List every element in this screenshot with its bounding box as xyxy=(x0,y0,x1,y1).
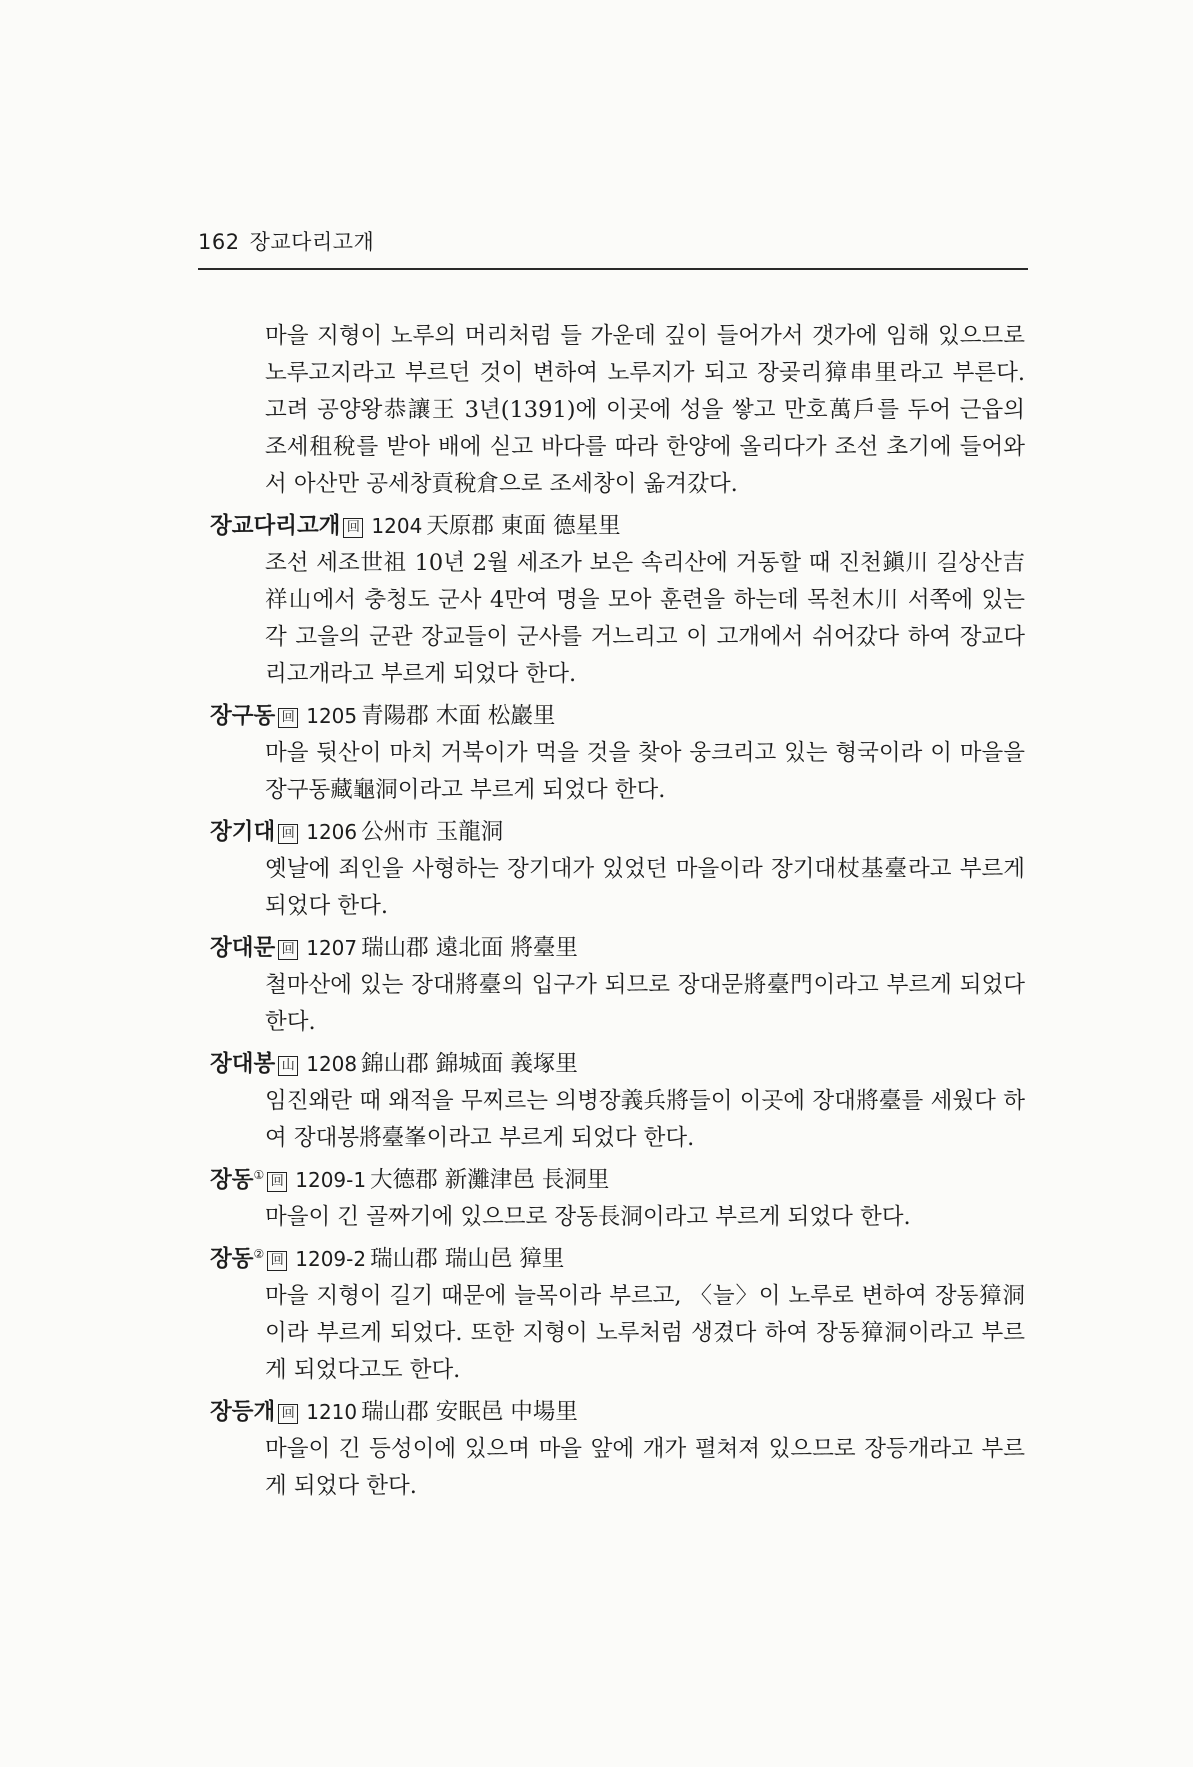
entry-code: 1204 xyxy=(371,514,423,538)
entry-code: 1210 xyxy=(306,1400,358,1424)
entry-text: 마을 뒷산이 마치 거북이가 먹을 것을 찾아 웅크리고 있는 형국이라 이 마을을 장구동藏龜洞이라고 부르게 되었다 한다. xyxy=(265,740,1025,803)
entry-term: 장등개 xyxy=(210,1399,276,1425)
page-number: 162 xyxy=(198,230,240,254)
entry xyxy=(210,693,1025,809)
entry-type-badge: 回 xyxy=(278,708,298,728)
entry-heading xyxy=(210,1157,1025,1199)
entry-text: 마을 지형이 길기 때문에 늘목이라 부르고, 〈늘〉이 노루로 변하여 장동獐洞이라 부르게 되었다. 또한 지형이 노루처럼 생겼다 하여 장동獐洞이라고 부르게 되었다고도 한다. xyxy=(265,1283,1025,1383)
entry-term: 장대봉 xyxy=(210,1051,276,1077)
entry-text: 철마산에 있는 장대將臺의 입구가 되므로 장대문將臺門이라고 부르게 되었다 한다. xyxy=(265,972,1025,1035)
entry-code: 1208 xyxy=(306,1052,358,1076)
running-title: 장교다리고개 xyxy=(249,230,375,254)
entry-text: 마을이 긴 등성이에 있으며 마을 앞에 개가 펼쳐져 있으므로 장등개라고 부르게 되었다 한다. xyxy=(265,1436,1025,1499)
entry-term: 장동 xyxy=(210,1246,254,1272)
entry-type-badge: 回 xyxy=(278,1404,298,1424)
entry-location: 瑞山郡 安眠邑 中場里 xyxy=(361,1399,578,1425)
entry-location: 大德郡 新灘津邑 長洞里 xyxy=(370,1167,610,1193)
entry-location: 公州市 玉龍洞 xyxy=(361,819,504,845)
entry-heading xyxy=(210,925,1025,967)
entry-text: 옛날에 죄인을 사형하는 장기대가 있었던 마을이라 장기대杖基臺라고 부르게 되었다 한다. xyxy=(265,856,1025,919)
entry-heading xyxy=(210,693,1025,735)
entry-term: 장구동 xyxy=(210,703,276,729)
entry-location: 天原郡 東面 德星里 xyxy=(426,513,621,539)
entry-location: 錦山郡 錦城面 義塚里 xyxy=(361,1051,578,1077)
entry-type-badge: 回 xyxy=(267,1172,287,1192)
entry-term: 장대문 xyxy=(210,935,276,961)
header-rule xyxy=(198,268,1028,270)
entry-heading xyxy=(210,1389,1025,1431)
entry-location: 瑞山郡 瑞山邑 獐里 xyxy=(370,1246,565,1272)
entry-code: 1205 xyxy=(306,704,358,728)
entry xyxy=(210,1157,1025,1236)
entry xyxy=(210,1041,1025,1157)
entry-text: 조선 세조世祖 10년 2월 세조가 보은 속리산에 거동할 때 진천鎭川 길상산吉祥山에서 충청도 군사 4만여 명을 모아 훈련을 하는데 목천木川 서쪽에 있는 각 고을의 군관 장교들이 군사를 거느리고 이 고개에서 쉬어갔다 하여 장교다리고개라고 부르게 되었다 한다. xyxy=(265,550,1025,687)
entry-text: 임진왜란 때 왜적을 무찌르는 의병장義兵將들이 이곳에 장대將臺를 세웠다 하여 장대봉將臺峯이라고 부르게 되었다 한다. xyxy=(265,1088,1025,1151)
entry xyxy=(210,1236,1025,1389)
entry-heading xyxy=(210,1041,1025,1083)
entry-term: 장동 xyxy=(210,1167,254,1193)
entry-type-badge: 回 xyxy=(278,824,298,844)
entry-location: 青陽郡 木面 松巖里 xyxy=(361,703,556,729)
entry-sup: ② xyxy=(253,1247,265,1261)
entry-sup: ① xyxy=(253,1168,265,1182)
page-body xyxy=(210,318,1025,1505)
entry-type-badge: 回 xyxy=(278,940,298,960)
entry-heading xyxy=(210,809,1025,851)
running-header xyxy=(198,226,1028,256)
entry-code: 1209-1 xyxy=(295,1168,367,1192)
entry-type-badge: 回 xyxy=(267,1251,287,1271)
entry-type-badge: 回 xyxy=(343,518,363,538)
entry-heading xyxy=(210,1236,1025,1278)
entry-term: 장기대 xyxy=(210,819,276,845)
entry-type-badge: 山 xyxy=(278,1056,298,1076)
entry xyxy=(210,925,1025,1041)
entry-heading xyxy=(210,503,1025,545)
entry-code: 1209-2 xyxy=(295,1247,367,1271)
entry-code: 1206 xyxy=(306,820,358,844)
entry xyxy=(210,1389,1025,1505)
entry-text: 마을이 긴 골짜기에 있으므로 장동長洞이라고 부르게 되었다 한다. xyxy=(265,1204,911,1230)
entry xyxy=(210,503,1025,693)
entry-code: 1207 xyxy=(306,936,358,960)
intro-paragraph: 마을 지형이 노루의 머리처럼 들 가운데 깊이 들어가서 갯가에 임해 있으므로 노루고지라고 부르던 것이 변하여 노루지가 되고 장곶리獐串里라고 부른다. 고려 공양왕恭讓王 3년(1391)에 이곳에 성을 쌓고 만호萬戶를 두어 근읍의 조세租稅를 받아 배에 싣고 바다를 따라 한양에 올리다가 조선 초기에 들어와서 아산만 공세창貢稅倉으로 조세창이 옮겨갔다. xyxy=(265,323,1025,497)
entry-location: 瑞山郡 遠北面 將臺里 xyxy=(361,935,578,961)
entry-term: 장교다리고개 xyxy=(210,513,341,539)
entry xyxy=(210,809,1025,925)
